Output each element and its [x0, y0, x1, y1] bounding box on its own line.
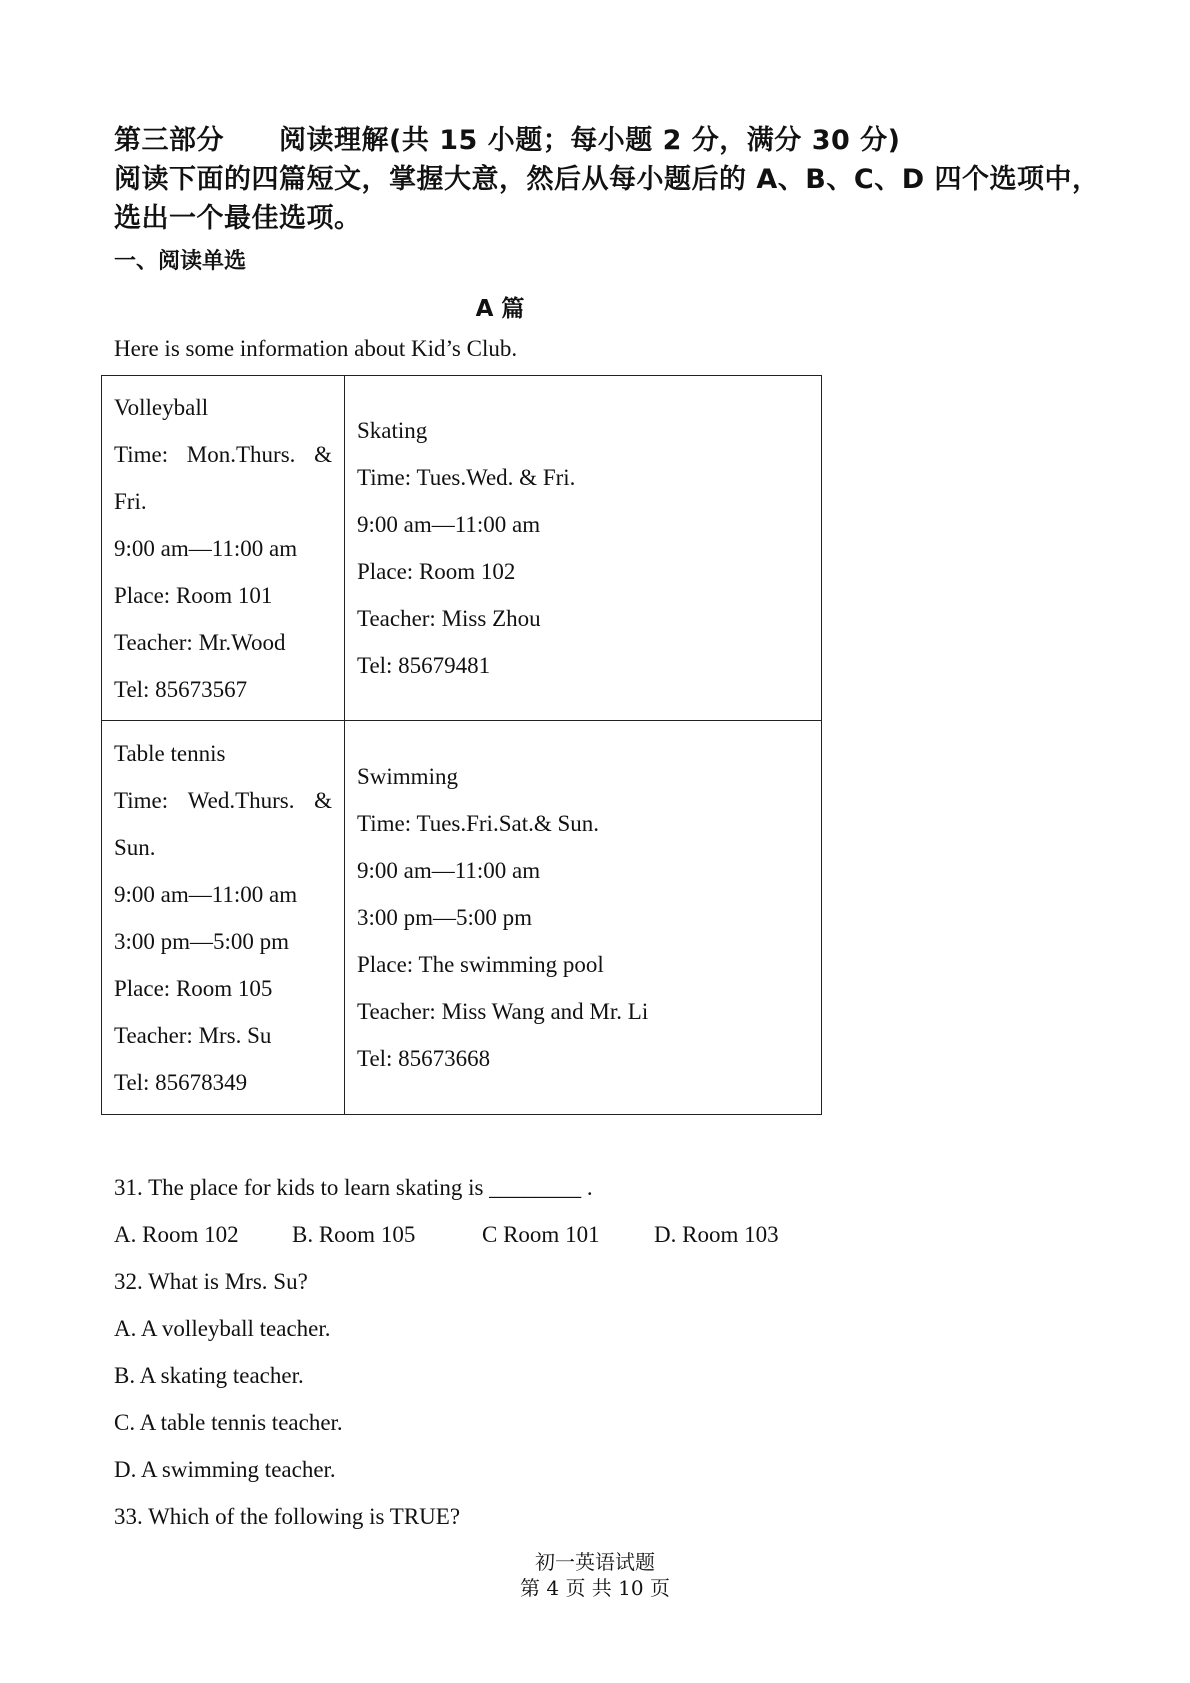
instructions-line-2: 选出一个最佳选项。 [114, 203, 362, 234]
passage-intro: Here is some information about Kid’s Club. [114, 336, 518, 361]
activity-time [114, 777, 332, 824]
activity-tel: Tel: 85673668 [357, 1046, 491, 1071]
option-b: B. Room 105 [292, 1222, 416, 1247]
question-33-stem: 33. Which of the following is TRUE? [114, 1504, 461, 1529]
question-32-option-c: C. A table tennis teacher. [114, 1410, 343, 1435]
time-days-cont: Fri. [114, 488, 147, 514]
time-label: Time: [114, 441, 169, 467]
part-heading: 第三部分 阅读理解(共 15 小题；每小题 2 分，满分 30 分) [114, 125, 901, 156]
option-a: A. Room 102 [114, 1222, 239, 1247]
footer-subject: 初一英语试题 [535, 1550, 655, 1574]
activity-teacher: Teacher: Miss Wang and Mr. Li [357, 999, 649, 1024]
activity-hours-morning: 9:00 am—11:00 am [357, 858, 541, 883]
volleyball-cell [102, 376, 345, 721]
activity-hours-morning: 9:00 am—11:00 am [114, 881, 298, 907]
activity-place: Place: The swimming pool [357, 952, 604, 977]
activity-name: Swimming [357, 764, 458, 789]
table-row [102, 376, 822, 721]
activity-place: Place: Room 102 [357, 559, 516, 584]
swimming-cell [345, 721, 822, 1115]
activity-name: Volleyball [114, 394, 209, 420]
question-31-stem: 31. The place for kids to learn skating is ________ . [114, 1175, 593, 1200]
time-amp: & [314, 787, 332, 813]
question-31-options [114, 1222, 779, 1248]
activity-hours-afternoon: 3:00 pm—5:00 pm [357, 905, 533, 930]
activity-tel: Tel: 85679481 [357, 653, 491, 678]
instructions-line-1: 阅读下面的四篇短文，掌握大意，然后从每小题后的 A、B、C、D 四个选项中， [114, 164, 1100, 195]
skating-cell [345, 376, 822, 721]
question-32-stem: 32. What is Mrs. Su? [114, 1269, 308, 1294]
club-schedule-table [101, 375, 822, 1115]
activity-teacher: Teacher: Mr.Wood [114, 629, 286, 655]
question-32-option-d: D. A swimming teacher. [114, 1457, 336, 1482]
activity-time [114, 431, 332, 478]
activity-place: Place: Room 105 [114, 975, 273, 1001]
activity-place: Place: Room 101 [114, 582, 273, 608]
time-days: Mon.Thurs. [186, 441, 296, 467]
activity-time: Time: Tues.Fri.Sat.& Sun. [357, 811, 600, 836]
table-tennis-cell [102, 721, 345, 1115]
activity-time: Time: Tues.Wed. & Fri. [357, 465, 576, 490]
time-days: Wed.Thurs. [187, 787, 295, 813]
time-days-cont: Sun. [114, 834, 156, 860]
activity-tel: Tel: 85678349 [114, 1069, 248, 1095]
time-amp: & [314, 441, 332, 467]
activity-hours: 9:00 am—11:00 am [114, 535, 298, 561]
question-32-option-a: A. A volleyball teacher. [114, 1316, 331, 1341]
time-label: Time: [114, 787, 169, 813]
activity-hours-afternoon: 3:00 pm—5:00 pm [114, 928, 290, 954]
footer-page-number: 第 4 页 共 10 页 [520, 1576, 670, 1600]
passage-title: A 篇 [475, 296, 525, 322]
question-32-option-b: B. A skating teacher. [114, 1363, 304, 1388]
activity-name: Table tennis [114, 740, 226, 766]
option-c: C Room 101 [482, 1222, 600, 1247]
activity-tel: Tel: 85673567 [114, 676, 248, 702]
activity-name: Skating [357, 418, 428, 443]
section-label: 一、阅读单选 [114, 249, 247, 274]
table-row [102, 721, 822, 1115]
activity-hours: 9:00 am—11:00 am [357, 512, 541, 537]
activity-teacher: Teacher: Miss Zhou [357, 606, 541, 631]
option-d: D. Room 103 [654, 1222, 779, 1247]
activity-teacher: Teacher: Mrs. Su [114, 1022, 272, 1048]
